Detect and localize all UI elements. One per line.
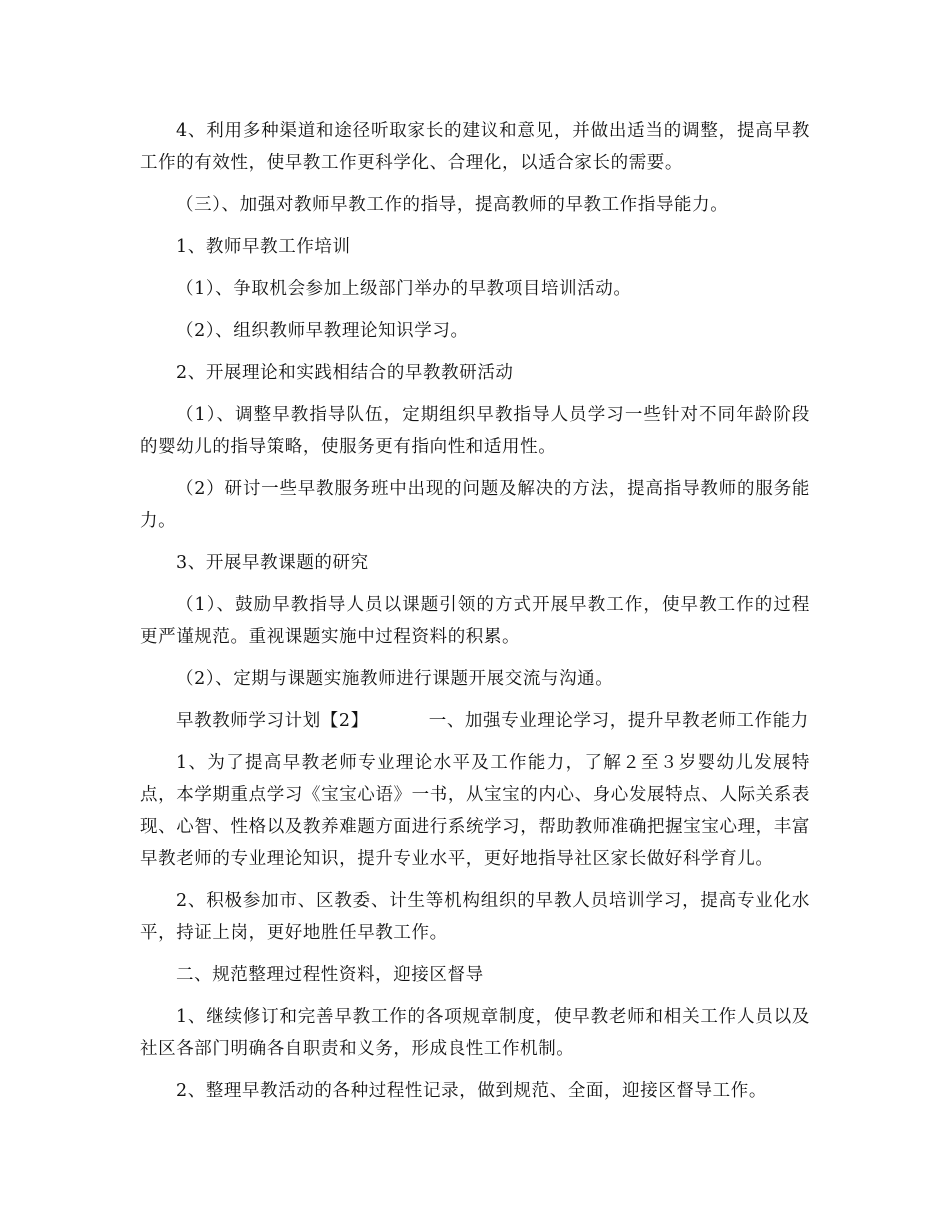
paragraph-10: （1）、鼓励早教指导人员以课题引领的方式开展早教工作，使早教工作的过程更严谨规范。重视课题实施中过程资料的积累。	[140, 595, 810, 647]
paragraph-15: 1、继续修订和完善早教工作的各项规章制度，使早教老师和相关工作人员以及社区各部门明确各自职责和义务，形成良性工作机制。	[140, 1007, 810, 1059]
paragraph-13: 2、积极参加市、区教委、计生等机构组织的早教人员培训学习，提高专业化水平，持证上岗，更好地胜任早教工作。	[140, 891, 810, 943]
paragraph-16: 2、整理早教活动的各种过程性记录，做到规范、全面，迎接区督导工作。	[176, 1081, 767, 1101]
section-heading	[140, 705, 810, 737]
paragraph-5: （2）、组织教师早教理论知识学习。	[176, 321, 469, 341]
paragraph-7: （1）、调整早教指导队伍，定期组织早教指导人员学习一些针对不同年龄阶段的婴幼儿的指导策略，使服务更有指向性和适用性。	[140, 405, 810, 457]
paragraph-3: 1、教师早教工作培训	[176, 237, 351, 257]
paragraph-11: （2）、定期与课题实施教师进行课题开展交流与沟通。	[176, 669, 614, 689]
paragraph-1: 4、利用多种渠道和途径听取家长的建议和意见，并做出适当的调整，提高早教工作的有效性，使早教工作更科学化、合理化，以适合家长的需要。	[140, 121, 810, 173]
paragraph-14: 二、规范整理过程性资料，迎接区督导	[176, 965, 484, 985]
paragraph-4: （1）、争取机会参加上级部门举办的早教项目培训活动。	[176, 279, 632, 299]
paragraph-9: 3、开展早教课题的研究	[176, 553, 369, 573]
document-body	[140, 115, 810, 1117]
section-title: 早教教师学习计划【2】	[176, 711, 369, 731]
paragraph-6: 2、开展理论和实践相结合的早教教研活动	[176, 363, 514, 383]
paragraph-2: （三）、加强对教师早教工作的指导，提高教师的早教工作指导能力。	[176, 195, 729, 215]
section-subtitle: 一、加强专业理论学习，提升早教老师工作能力	[428, 711, 809, 731]
paragraph-8: （2）研讨一些早教服务班中出现的问题及解决的方法，提高指导教师的服务能力。	[140, 479, 810, 531]
paragraph-12: 1、为了提高早教老师专业理论水平及工作能力，了解２至３岁婴幼儿发展特点，本学期重点学习《宝宝心语》一书，从宝宝的内心、身心发展特点、人际关系表现、心智、性格以及教养难题方面进行系统学习，帮助教师准确把握宝宝心理，丰富早教老师的专业理论知识，提升专业水平，更好地指导社区家长做好科学育儿。	[140, 753, 810, 869]
